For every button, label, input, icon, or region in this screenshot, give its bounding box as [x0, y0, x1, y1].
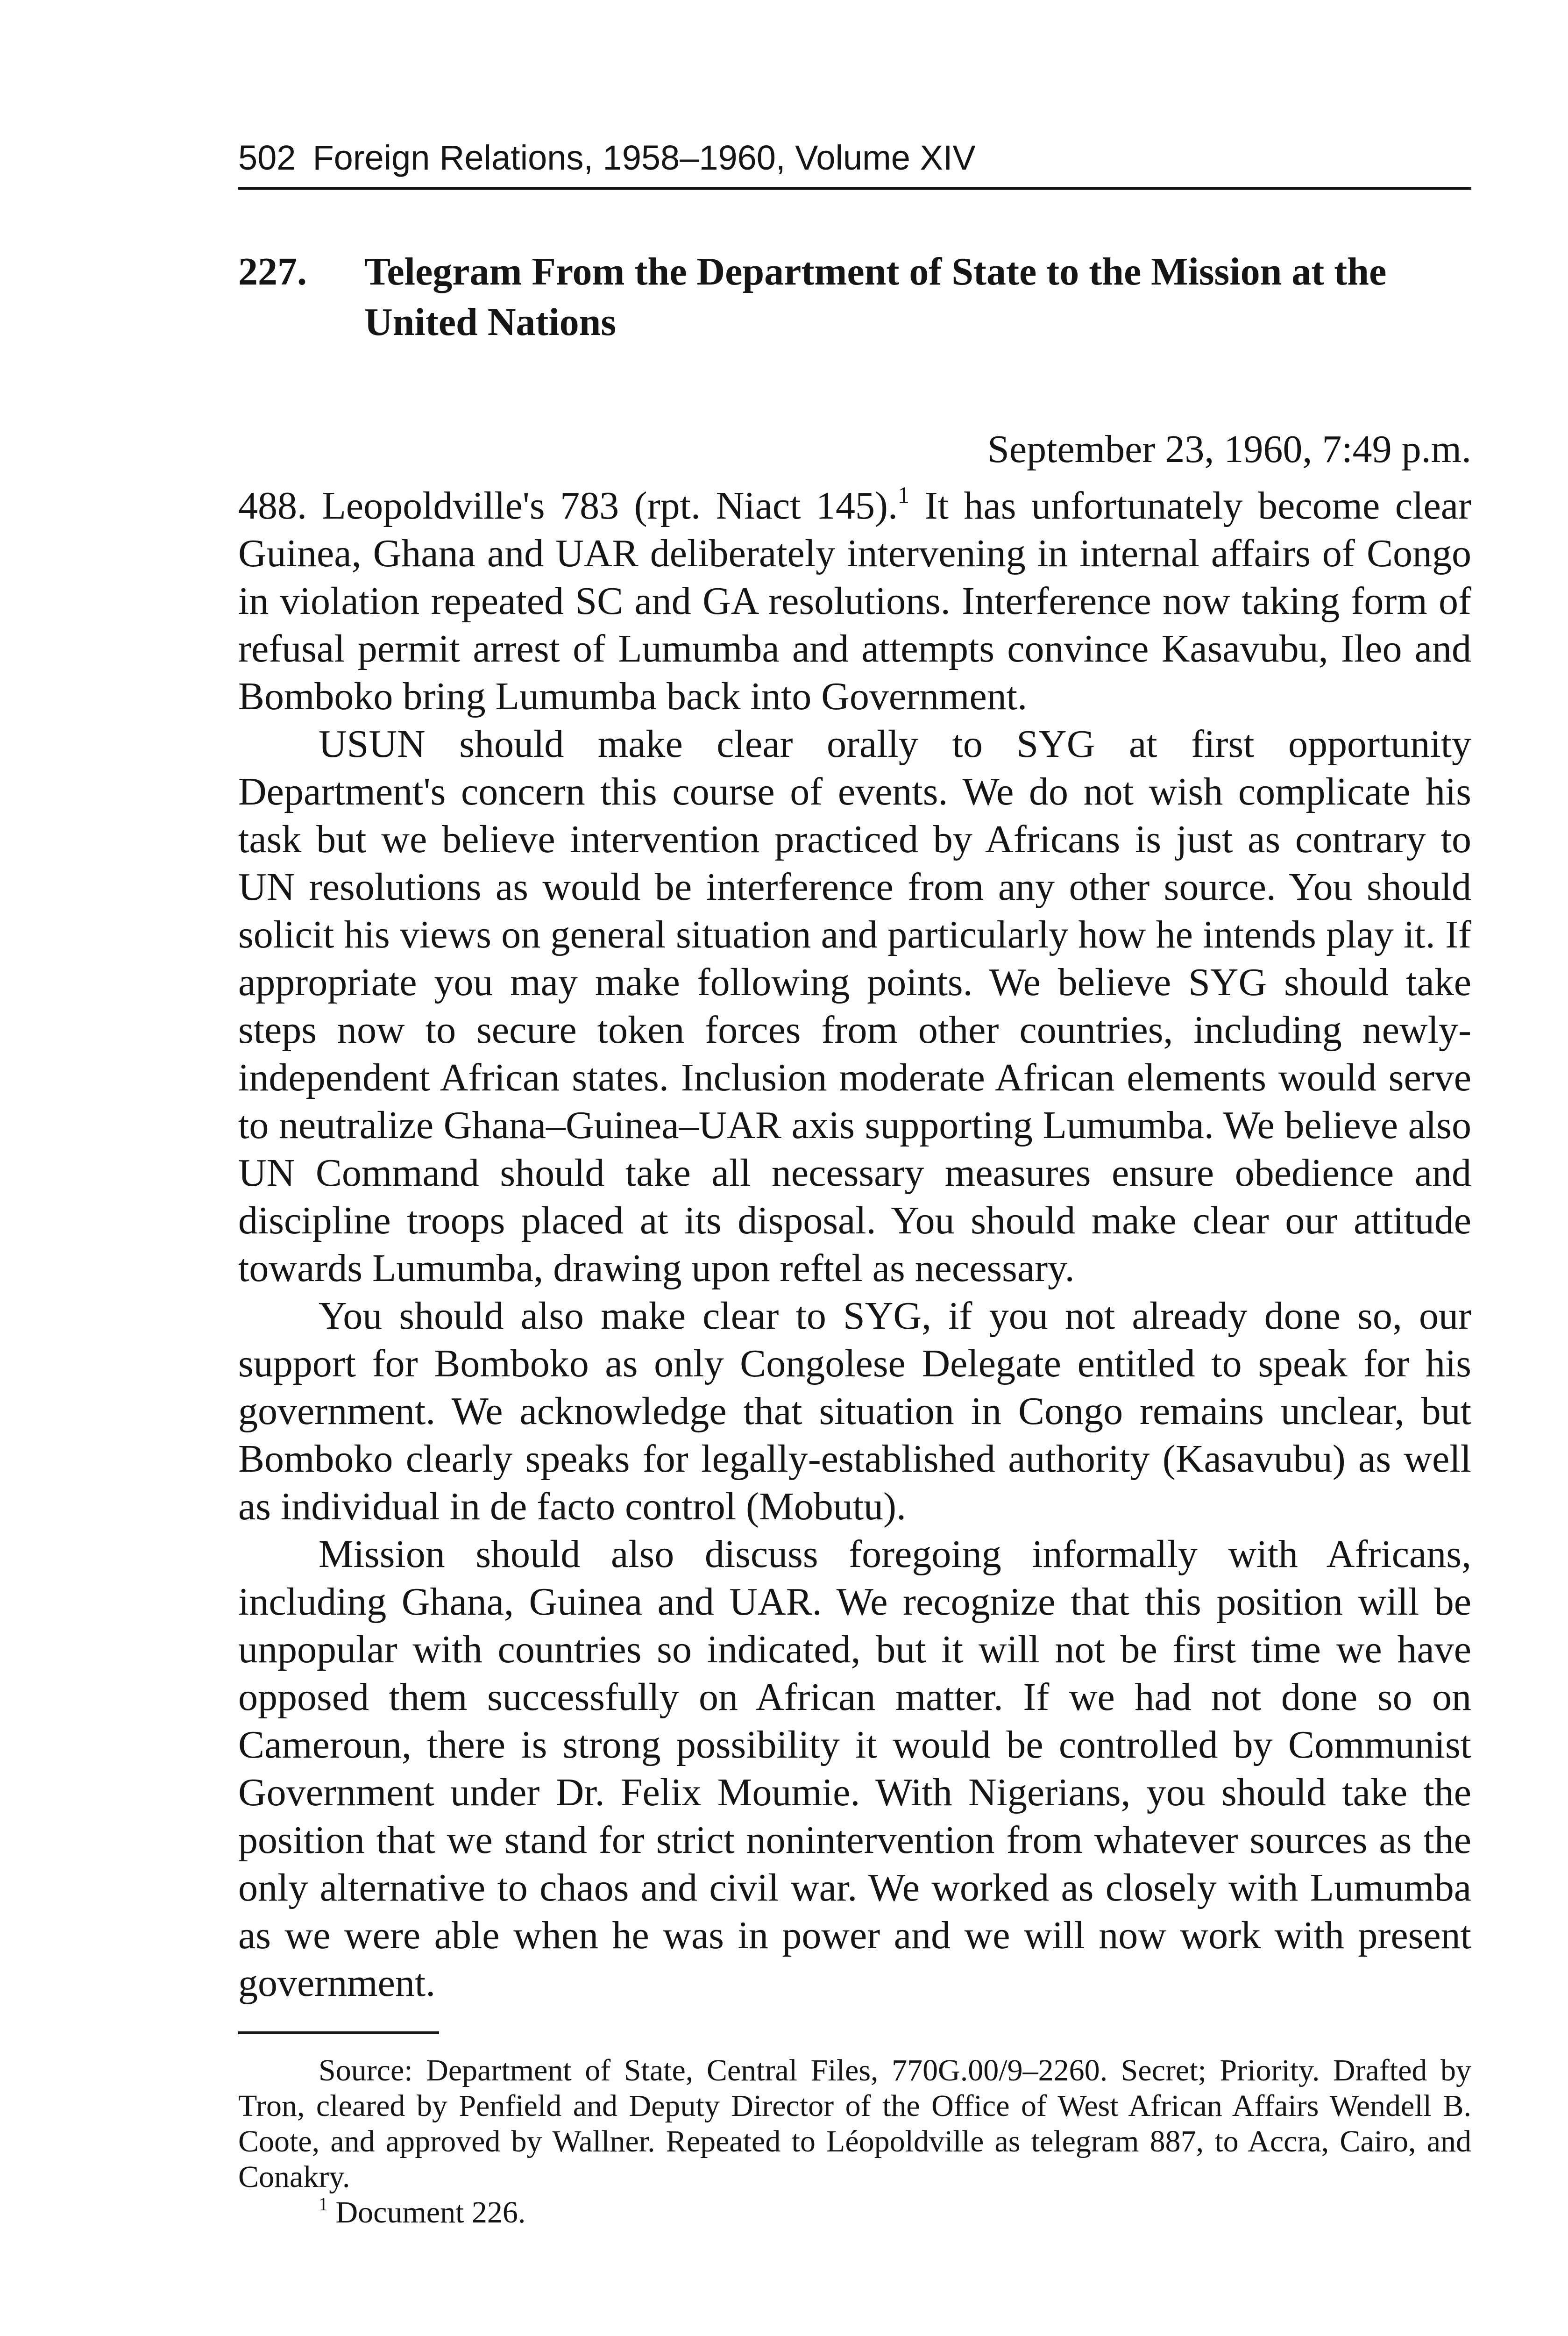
paragraph-1-lead: 488. Leopoldville's 783 (rpt. Niact 145).: [238, 484, 898, 527]
telegram-body: [238, 482, 1471, 2007]
body-paragraph-3: You should also make clear to SYG, if you not already done so, our support for Bomboko as only Congolese Delegate entitled to speak for his government. We acknowledge that situation in Congo remains unclear, but Bomboko clearly speaks for legally-established authority (Kasavubu) as well as individual in de facto control (Mobutu).: [238, 1294, 1471, 1528]
body-paragraph-4: Mission should also discuss foregoing informally with Africans, including Ghana, Guinea and UAR. We recognize that this position will be unpopular with countries so indicated, but it will not be first time we have opposed them successfully on African matter. If we had not done so on Cameroun, there is strong possibility it would be controlled by Communist Government under Dr. Felix Moumie. With Nigerians, you should take the position that we stand for strict nonintervention from whatever sources as the only alternative to chaos and civil war. We worked as closely with Lumumba as we were able when he was in power and we will now work with present government.: [238, 1532, 1471, 2005]
source-note: Source: Department of State, Central Files, 770G.00/9–2260. Secret; Priority. Drafted by Tron, cleared by Penfield and Deputy Director of the Office of West African Affairs Wendell B. Coote, and approved by Wallner. Repeated to Léopoldville as telegram 887, to Accra, Cairo, and Conakry.: [238, 2053, 1471, 2194]
page-number: 502: [238, 138, 296, 177]
footnote-1-text: Document 226.: [328, 2195, 526, 2229]
footnote-reference-1: 1: [898, 482, 910, 508]
paragraph-1-rest: It has unfortunately become clear Guinea, Ghana and UAR deliberately intervening in internal affairs of Congo in violation repeated SC and GA resolutions. Interference now taking form of refusal permit arrest of Lumumba and attempts convince Kasavubu, Ileo and Bomboko bring Lumumba back into Government.: [238, 484, 1471, 718]
footnotes: [238, 2053, 1471, 2230]
footnote-separator: [238, 2031, 439, 2034]
footnote-1-marker: 1: [319, 2194, 328, 2215]
document-page: [238, 135, 1471, 2230]
document-number: 227.: [238, 250, 307, 293]
body-paragraph-1: [238, 482, 1471, 720]
running-head: [238, 135, 1471, 190]
footnote-1: [238, 2195, 1471, 2230]
series-title: Foreign Relations, 1958–1960, Volume XIV: [312, 138, 976, 177]
body-paragraph-2: USUN should make clear orally to SYG at first opportunity Department's concern this course of events. We do not wish complicate his task but we believe intervention practiced by Africans is just as contrary to UN resolutions as would be interference from any other source. You should solicit his views on general situation and particularly how he intends play it. If appropriate you may make following points. We believe SYG should take steps now to secure token forces from other countries, including newly-independent African states. Inclusion moderate African elements would serve to neutralize Ghana–Guinea–UAR axis supporting Lumumba. We believe also UN Command should take all necessary measures ensure obedience and discipline troops placed at its disposal. You should make clear our attitude towards Lumumba, drawing upon reftel as necessary.: [238, 722, 1471, 1290]
document-heading: [238, 247, 1471, 348]
dateline: September 23, 1960, 7:49 p.m.: [987, 427, 1471, 471]
document-title: Telegram From the Department of State to the Mission at the United Nations: [364, 250, 1387, 344]
